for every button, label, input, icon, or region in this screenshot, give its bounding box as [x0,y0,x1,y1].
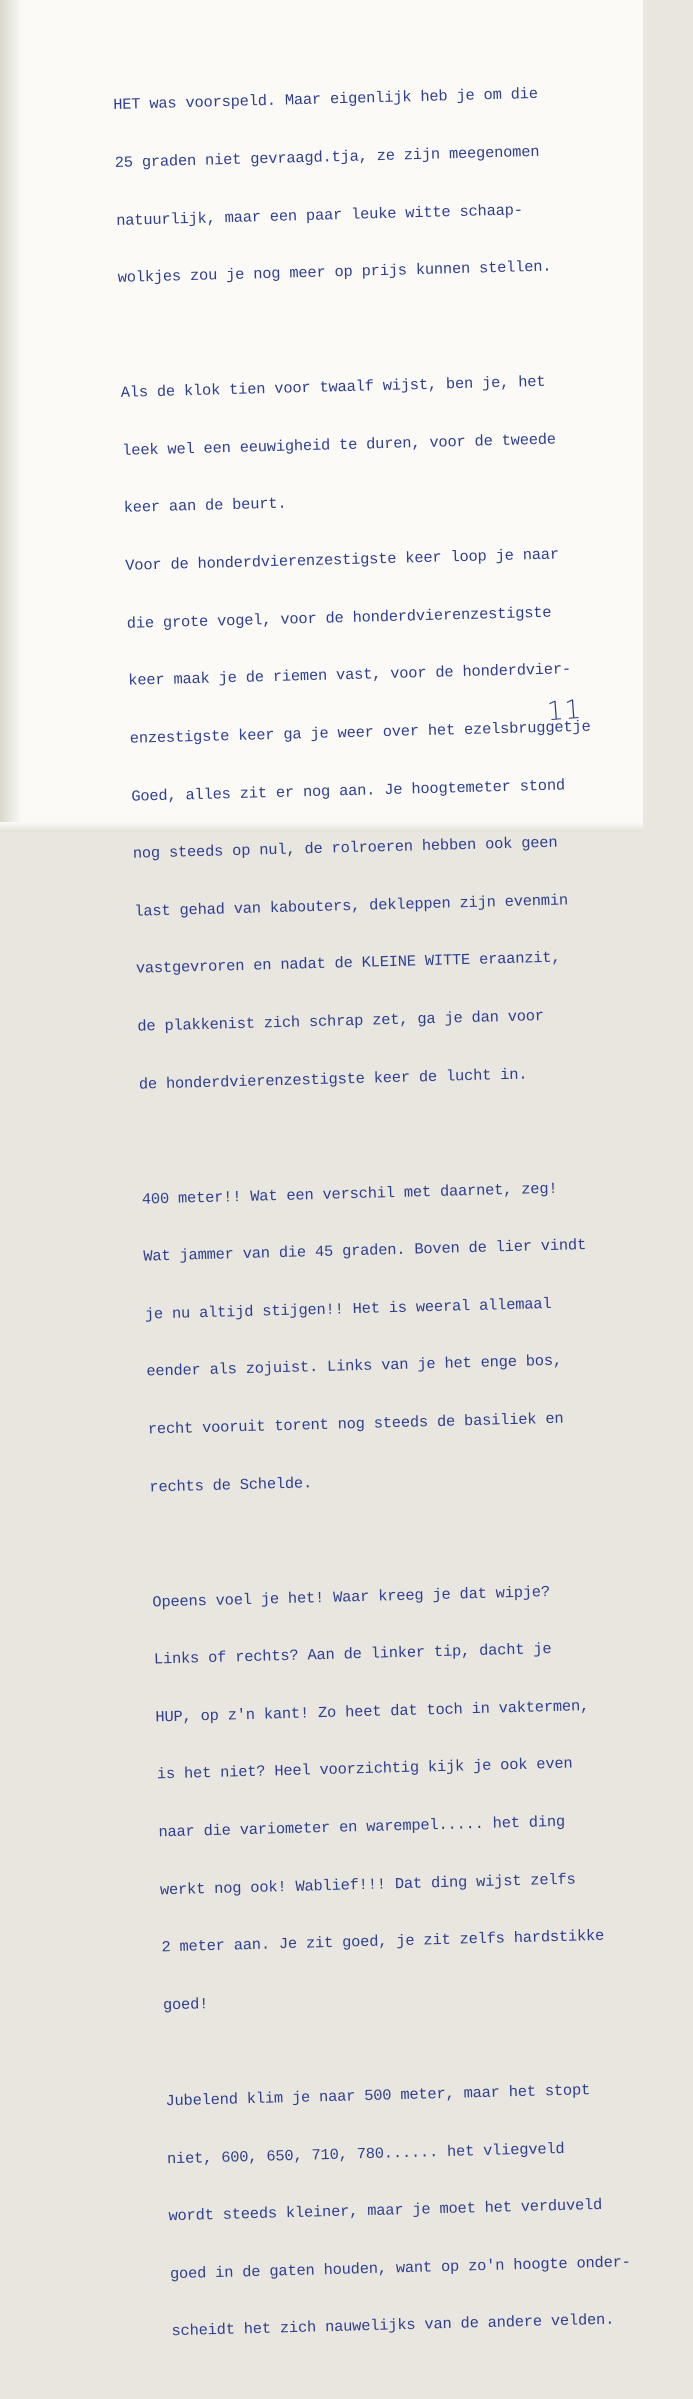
text-line: scheidt het zich nauwelijks van de andere velden. [171,2310,615,2341]
text-line: natuurlijk, maar een paar leuke witte schaap- [116,200,523,230]
text-line: die grote vogel, voor de honderdvierenzestigste [126,603,552,633]
binding-edge [0,0,22,832]
page-number: 11 [545,694,584,728]
text-line: niet, 600, 650, 710, 780...... het vliegveld [166,2139,565,2168]
text-line: last gehad van kabouters, dekleppen zijn evenmin [134,891,569,921]
text-line: Jubelend klim je naar 500 meter, maar het stopt [165,2081,591,2111]
text-line: 2 meter aan. Je zit goed, je zit zelfs hardstikke [161,1927,605,1957]
typewritten-text [112,44,693,2399]
paragraph-1 [112,44,639,326]
text-line: nog steeds op nul, de rolroeren hebben ook geen [132,833,558,863]
text-line: recht vooruit torent nog steeds de basiliek en [147,1409,564,1439]
text-line: is het niet? Heel voorzichtig kijk je ook even [156,1755,573,1784]
text-line: Opeens voel je het! Waar kreeg je dat wipje? [152,1582,551,1612]
text-line: vastgevroren en nadat de KLEINE WITTE eraanzit, [135,948,561,979]
text-line: keer aan de beurt. [123,495,287,518]
paragraph-2 [120,332,660,1133]
text-line: de honderdvierenzestigste keer de lucht in. [138,1065,528,1094]
text-line: naar die variometer en warempel..... het ding [158,1812,566,1842]
text-line: Als de klok tien voor twaalf wijst, ben je, het [120,373,546,403]
paragraph-5 [164,2040,692,2380]
paragraph-4 [151,1541,684,2054]
text-line: HUP, op z'n kant! Zo heet dat toch in vaktermen, [155,1696,590,1727]
text-line: goed! [162,1995,209,2015]
text-line: je nu altijd stijgen!! Het is weeral allemaal [144,1294,552,1324]
bottom-edge [0,822,643,832]
text-line: wordt steeds kleiner, maar je moet het verduveld [168,2196,603,2226]
text-line: leek wel een eeuwigheid te duren, voor de tweede [122,430,557,460]
text-line: Wat jammer van die 45 graden. Boven de lier vindt [143,1236,587,1266]
text-line: wolkjes zou je nog meer op prijs kunnen stellen. [117,257,552,288]
text-line: rechts de Schelde. [149,1473,313,1497]
text-line: enzestigste keer ga je weer over het ezelsbruggetje [129,717,591,748]
text-line: eender als zojuist. Links van je het enge bos, [146,1352,563,1381]
text-line: Goed, alles zit er nog aan. Je hoogtemeter stond [131,775,566,806]
text-line: 25 graden niet gevraagd.tja, ze zijn meegenomen [114,142,540,172]
text-line: 400 meter!! Wat een verschil met daarnet, zeg! [141,1179,558,1209]
text-line: werkt nog ook! Wablief!!! Dat ding wijst zelfs [159,1870,576,1900]
text-line: keer maak je de riemen vast, voor de honderdvier- [128,660,572,691]
text-line: Voor de honderdvierenzestigste keer loop je naar [125,545,560,575]
text-line: HET was voorspeld. Maar eigenlijk heb je om die [113,85,539,115]
text-line: de plakkenist zich schrap zet, ga je dan voor [137,1006,545,1036]
text-line: goed in de gaten houden, want op zo'n hoogte onder- [169,2252,631,2283]
text-line: Links of rechts? Aan de linker tip, dacht je [153,1640,552,1669]
paragraph-3 [141,1138,671,1536]
